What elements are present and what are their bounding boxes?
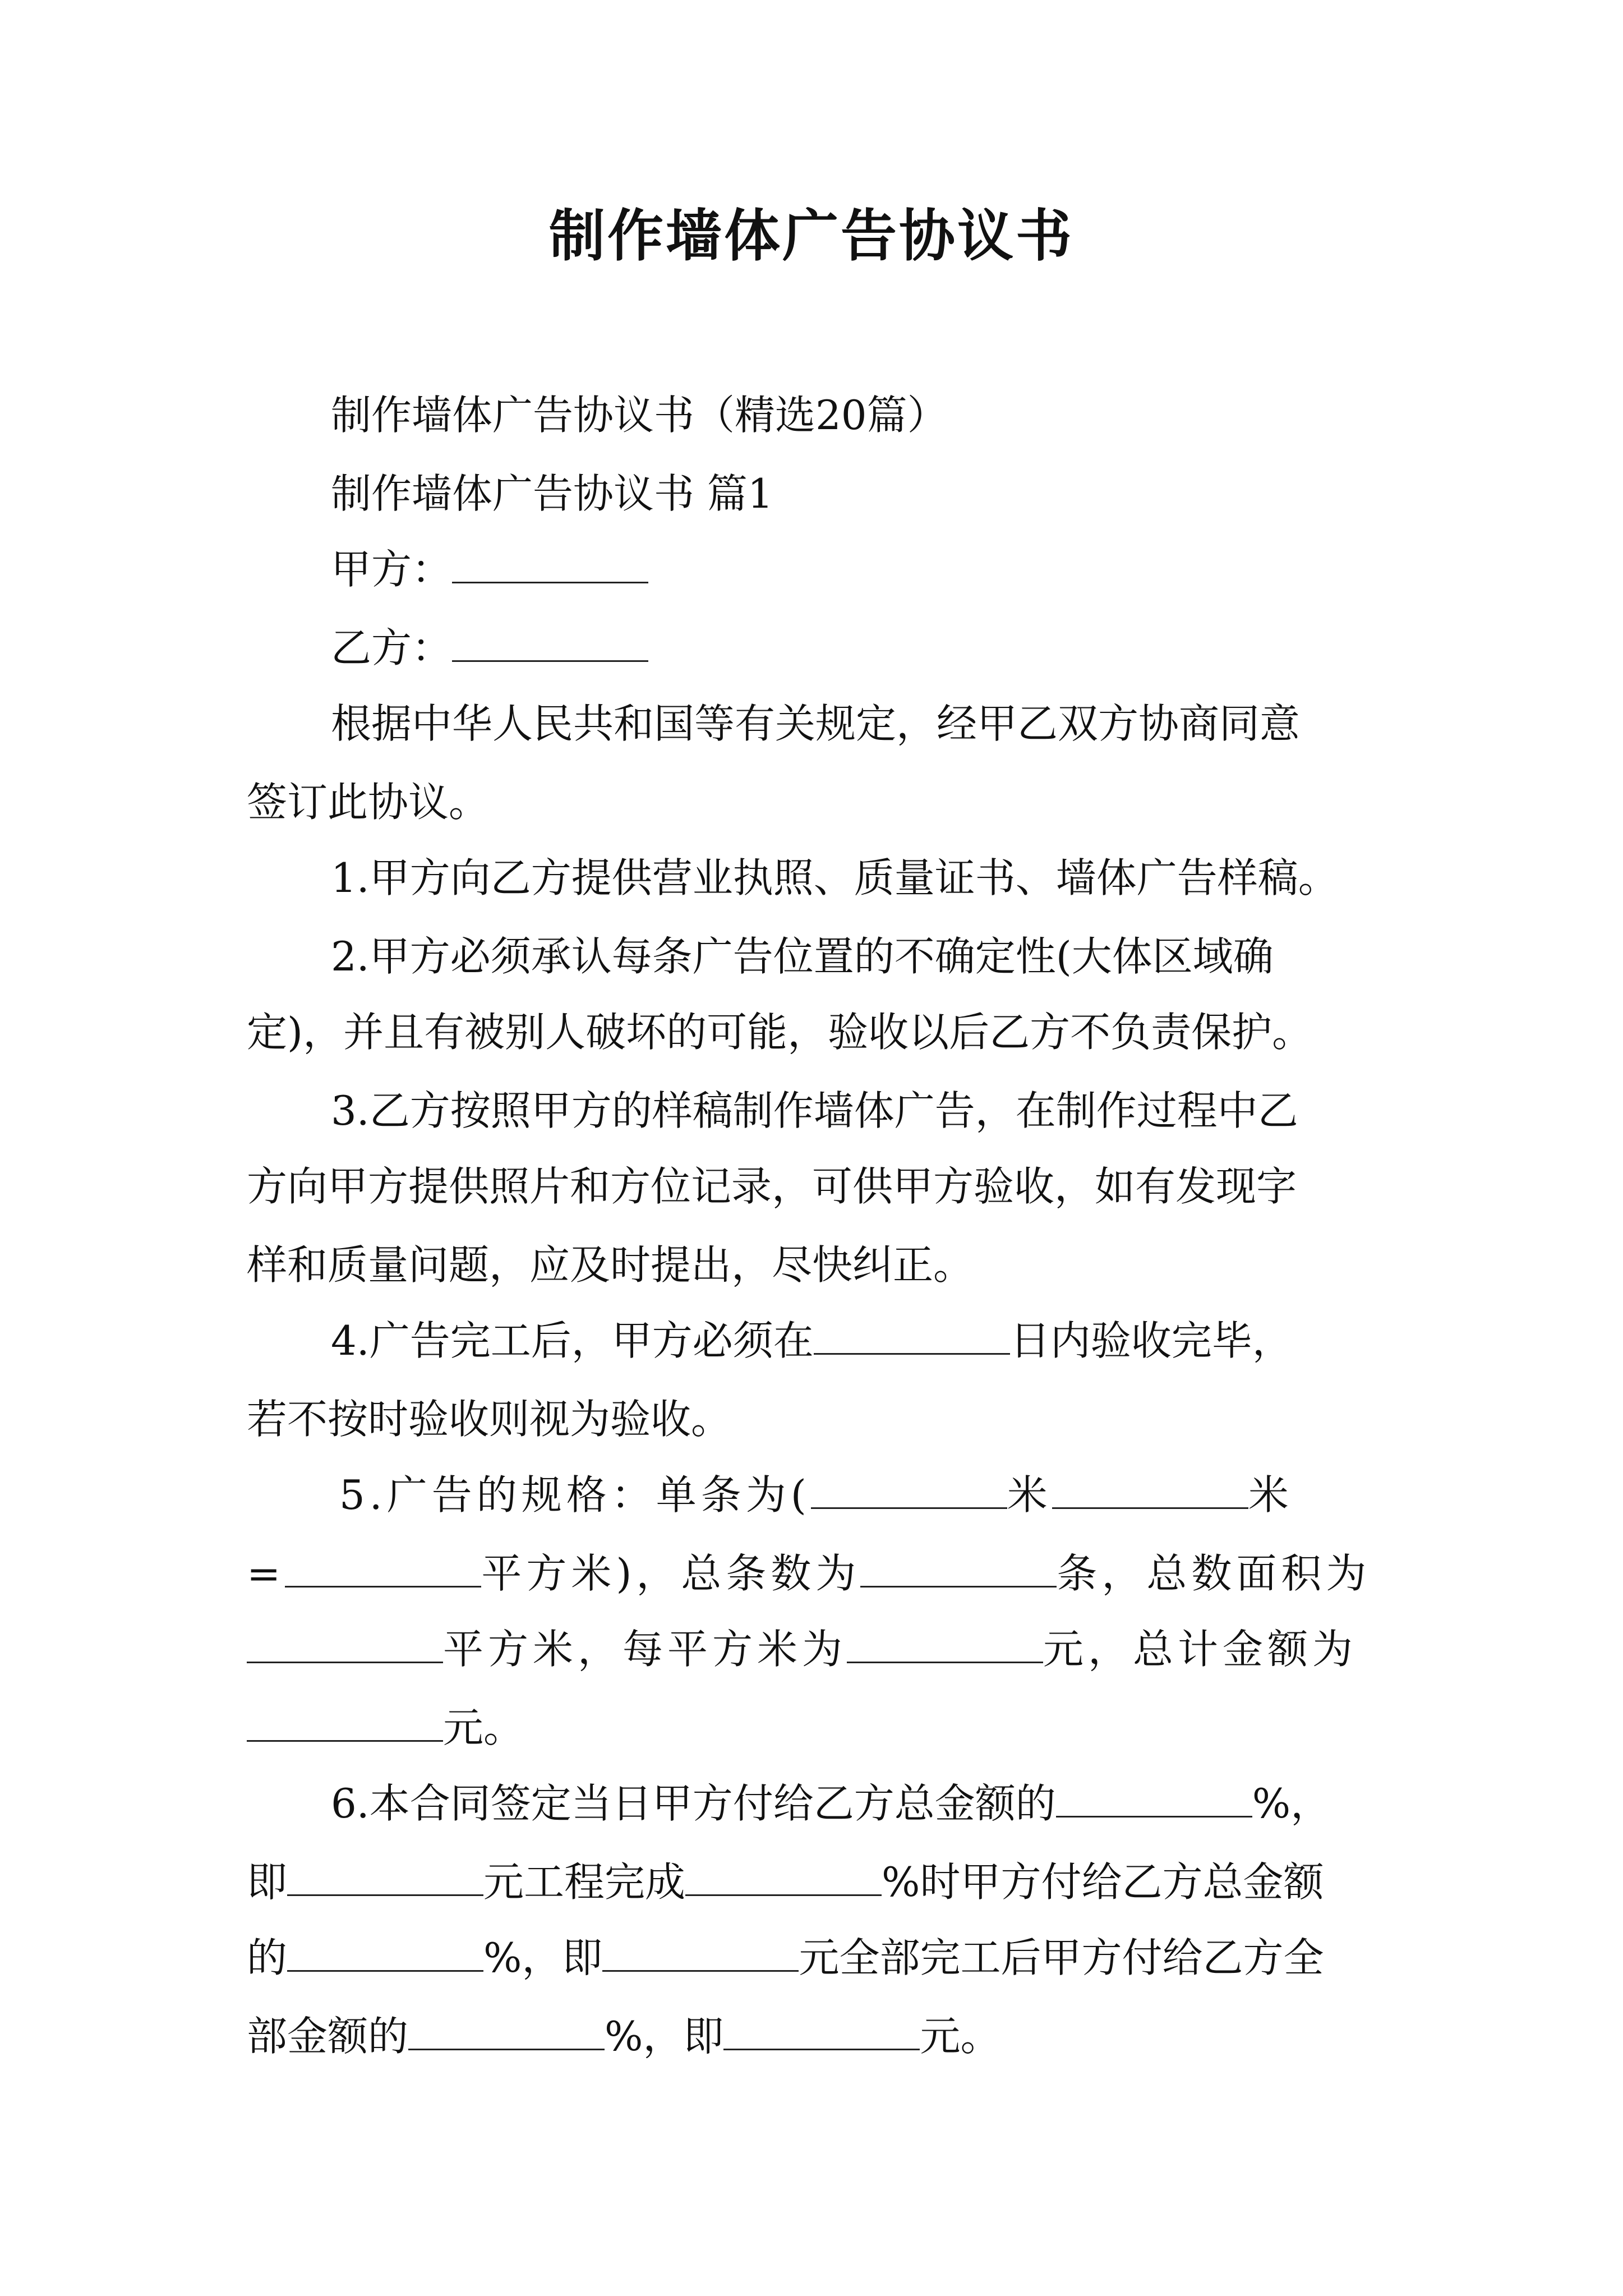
clause-5-blank-total-area	[247, 1621, 443, 1663]
party-b-line	[331, 620, 648, 676]
clause-5-text-f: 平方米，每平方米为	[443, 1626, 847, 1673]
clause-3-line-3: 样和质量问题，应及时提出，尽快纠正。	[247, 1241, 974, 1289]
clause-6-blank-pct-2	[287, 1930, 483, 1972]
clause-5-text-c: 米	[1248, 1471, 1293, 1519]
clause-6-blank-amount-2	[602, 1930, 799, 1972]
clause-6-text-a: 6.本合同签定当日甲方付给乙方总金额的	[331, 1780, 1056, 1827]
clause-6-text-k: 元。	[920, 2013, 1001, 2060]
clause-5-blank-total	[247, 1700, 443, 1742]
clause-6-line-1	[331, 1775, 1331, 1832]
clause-5-text-b: 米	[1007, 1471, 1052, 1519]
party-a-label: 甲方：	[331, 546, 453, 593]
clause-6-blank-pct-1	[1056, 1775, 1252, 1818]
clause-6-blank-amount-3	[723, 2008, 920, 2050]
clause-6-text-i: 部金额的	[247, 2013, 409, 2060]
clause-3-line-1: 3.乙方按照甲方的样稿制作墙体广告，在制作过程中乙	[331, 1087, 1298, 1134]
clause-5-line-2	[247, 1545, 1371, 1602]
clause-5-text-e: 条，总数面积为	[1057, 1550, 1371, 1597]
clause-2-line-2: 定)，并且有被别人破坏的可能，验收以后乙方不负责保护。	[247, 1009, 1313, 1056]
intro-line-1: 根据中华人民共和国等有关规定，经甲乙双方协商同意	[331, 700, 1301, 747]
clause-5-blank-length	[811, 1467, 1007, 1509]
clause-5-equals: =	[247, 1550, 285, 1597]
clause-6-text-h: 元全部完工后甲方付给乙方全	[799, 1934, 1324, 1981]
clause-6-text-c: 即	[247, 1858, 288, 1906]
party-b-blank	[452, 620, 648, 662]
clause-4-text-b: 日内验收完毕，	[1009, 1317, 1293, 1364]
clause-6-blank-progress	[685, 1854, 882, 1896]
clause-5-blank-count	[860, 1545, 1057, 1588]
clause-2-line-1: 2.甲方必须承认每条广告位置的不确定性(大体区域确	[331, 933, 1274, 980]
subtitle: 制作墙体广告协议书（精选20篇）	[331, 392, 948, 439]
clause-6-text-j: %，即	[605, 2013, 724, 2060]
clause-5-line-3	[247, 1621, 1357, 1677]
clause-6-line-3	[247, 1930, 1324, 1986]
section-heading: 制作墙体广告协议书 篇1	[331, 470, 773, 517]
party-a-line	[331, 541, 648, 597]
party-b-label: 乙方：	[331, 624, 453, 671]
clause-5-text-d: 平方米)，总条数为	[481, 1550, 861, 1597]
party-a-blank	[452, 541, 648, 583]
clause-6-blank-amount-1	[287, 1854, 483, 1896]
clause-6-blank-pct-3	[408, 2008, 605, 2050]
clause-6-text-b: %，	[1252, 1780, 1331, 1827]
clause-5-line-4	[247, 1700, 524, 1756]
document-title: 制作墙体广告协议书	[549, 203, 1074, 269]
clause-5-line-1	[339, 1467, 1293, 1523]
clause-5-text-h: 元。	[443, 1704, 524, 1751]
clause-4-line-2: 若不按时验收则视为验收。	[247, 1396, 732, 1443]
clause-6-text-d: 元工程完成	[483, 1858, 686, 1906]
clause-5-blank-unit-price	[847, 1621, 1043, 1663]
clause-6-text-e: %时甲方付给乙方总金额	[882, 1858, 1324, 1906]
clause-3-line-2: 方向甲方提供照片和方位记录，可供甲方验收，如有发现字	[247, 1163, 1297, 1210]
clause-5-blank-width	[1052, 1467, 1248, 1509]
clause-4-blank-days	[814, 1313, 1010, 1355]
clause-6-text-g: %，即	[483, 1934, 603, 1981]
intro-line-2: 签订此协议。	[247, 779, 490, 826]
clause-5-blank-area	[285, 1545, 481, 1588]
clause-6-line-2	[247, 1854, 1324, 1910]
clause-4-text-a: 4.广告完工后，甲方必须在	[331, 1317, 814, 1364]
clause-5-text-g: 元，总计金额为	[1043, 1626, 1358, 1673]
clause-5-text-a: 5.广告的规格：单条为(	[339, 1471, 811, 1519]
clause-6-text-f: 的	[247, 1934, 288, 1981]
clause-4-line-1	[331, 1313, 1293, 1369]
clause-6-line-4	[247, 2008, 1000, 2064]
clause-1: 1.甲方向乙方提供营业执照、质量证书、墙体广告样稿。	[331, 854, 1339, 901]
